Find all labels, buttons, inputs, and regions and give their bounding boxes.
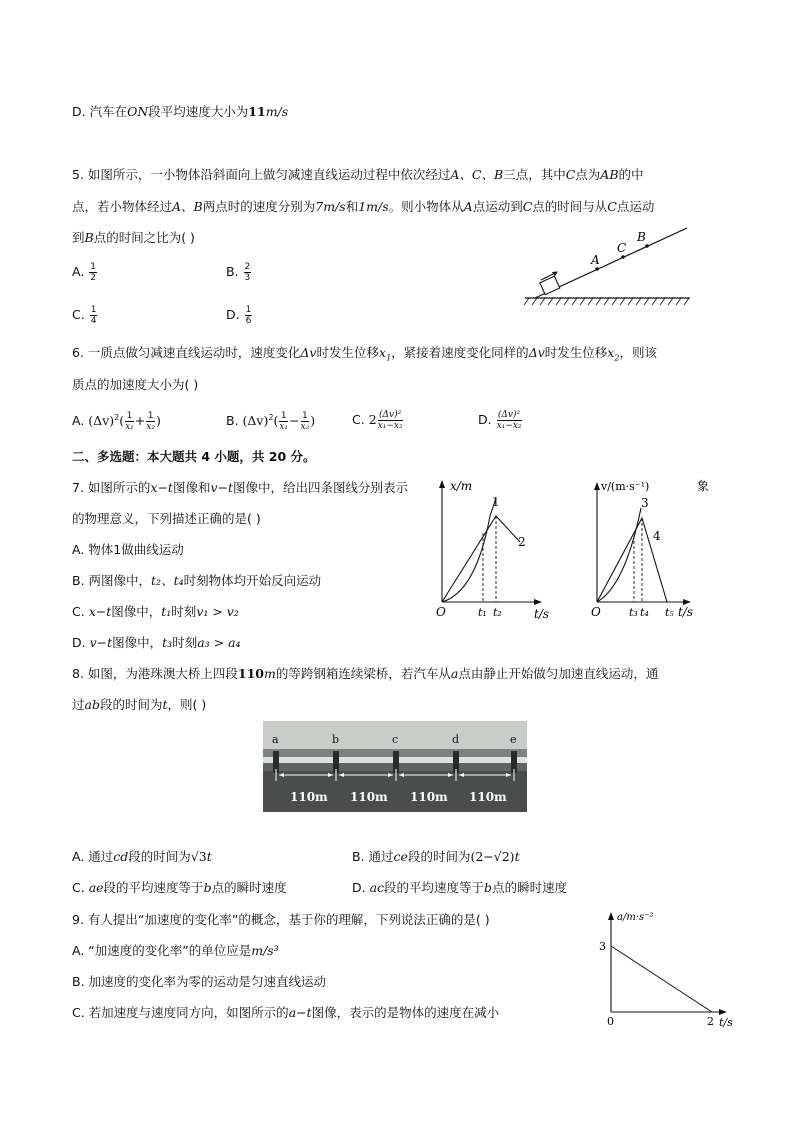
svg-text:t/s: t/s	[719, 1016, 733, 1029]
q9-option-a: A. “加速度的变化率”的单位应是m/s³	[72, 943, 279, 958]
bridge-photo	[263, 721, 527, 812]
q8-stem-line2: 过ab段的时间为t，则( )	[72, 697, 207, 712]
q8-stem-line1: 8. 如图，为港珠澳大桥上四段110m的等跨钢箱连续梁桥，若汽车从a点由静止开始做匀加速直线运动，通	[72, 666, 659, 681]
svg-text:c: c	[392, 733, 399, 746]
svg-text:1: 1	[492, 495, 500, 509]
xt-line-1	[442, 498, 496, 602]
svg-text:C: C	[617, 241, 627, 255]
svg-text:3: 3	[641, 496, 649, 510]
svg-text:2: 2	[707, 1015, 714, 1028]
svg-text:t₁: t₁	[478, 606, 487, 619]
q7-stem-line1: 7. 如图所示的x−t图像和v−t图像中，给出四条图线分别表示	[72, 480, 409, 495]
svg-text:0: 0	[607, 1015, 614, 1028]
q7-option-d: D. v−t图像中，t₃时刻a₃ > a₄	[72, 635, 241, 650]
svg-text:b: b	[332, 733, 340, 746]
svg-text:110m: 110m	[290, 790, 328, 804]
q7-stem-line2: 的物理意义，下列描述正确的是( )	[72, 511, 261, 526]
q9-option-b: B. 加速度的变化率为零的运动是匀速直线运动	[72, 974, 327, 989]
q7-option-c: C. x−t图像中，t₁时刻v₁ > v₂	[72, 604, 239, 619]
svg-text:v/(m·s⁻¹): v/(m·s⁻¹)	[601, 480, 650, 493]
q9-stem: 9. 有人提出“加速度的变化率”的概念，基于你的理解，下列说法正确的是( )	[72, 912, 490, 927]
xt-line-2	[442, 516, 520, 602]
svg-text:O: O	[436, 605, 446, 619]
svg-text:A: A	[591, 253, 600, 267]
q9-option-c: C. 若加速度与速度同方向，如图所示的a−t图像，表示的是物体的速度在减小	[72, 1005, 500, 1020]
svg-text:a: a	[272, 733, 279, 746]
q5-option-c: C. $\frac{1}{4}$	[72, 305, 97, 326]
q6-option-d: D. $\frac{\text{(Δv)²}}{\text{x₁−x₂}}$	[478, 410, 522, 431]
q7-option-b: B. 两图像中，t₂、t₄时刻物体均开始反向运动	[72, 573, 322, 588]
at-line	[611, 946, 712, 1012]
svg-text:d: d	[452, 733, 460, 746]
q8-option-b: B. 通过ce段的时间为(2−√2)t	[352, 849, 520, 864]
q5-stem-line2: 点，若小物体经过A、B两点时的速度分别为7m/s和1m/s。则小物体从A点运动到C点的时间与从C点运动	[72, 199, 655, 214]
svg-text:a/m·s⁻²: a/m·s⁻²	[617, 912, 654, 923]
svg-text:象: 象	[697, 479, 710, 493]
q5-stem-line3: 到B点的时间之比为( )	[72, 230, 195, 245]
svg-text:B: B	[637, 230, 646, 244]
q5-option-b: B. $\frac{2}{3}$	[226, 262, 251, 283]
svg-text:3: 3	[599, 940, 606, 953]
svg-text:e: e	[510, 733, 517, 746]
q7-option-a: A. 物体1做曲线运动	[72, 542, 184, 557]
point-b	[645, 244, 649, 248]
svg-text:4: 4	[653, 529, 661, 543]
q6-stem-line1: 6. 一质点做匀减速直线运动时，速度变化Δv时发生位移$x_1$，紧接着速度变化同样的Δv时发生位移$x_2$，则该	[72, 345, 657, 363]
svg-text:110m: 110m	[410, 790, 448, 804]
q8-option-a: A. 通过cd段的时间为√3t	[72, 849, 212, 864]
q7-vt-graph	[585, 476, 715, 620]
svg-text:t₃: t₃	[629, 606, 638, 619]
svg-text:110m: 110m	[350, 790, 388, 804]
point-a	[595, 267, 599, 271]
q5-stem-line1: 5. 如图所示，一小物体沿斜面向上做匀减速直线运动过程中依次经过A、C、B三点，其中C点为AB的中	[72, 167, 644, 182]
q6-option-b: B. $(\Delta v)^2$( $\frac{1}{\text{x₁}}$ − $\frac{1}{\text{x₂}}$ )	[226, 411, 316, 433]
svg-text:110m: 110m	[469, 790, 507, 804]
point-c	[621, 255, 625, 259]
svg-text:O: O	[591, 605, 601, 619]
section-heading: 二、多选题：本大题共 4 小题，共 20 分。	[72, 449, 316, 464]
q8-option-c: C. ae段的平均速度等于b点的瞬时速度	[72, 880, 287, 895]
q6-stem-line2: 质点的加速度大小为( )	[72, 377, 199, 392]
svg-text:2: 2	[518, 535, 526, 549]
q8-option-d: D. ac段的平均速度等于b点的瞬时速度	[352, 880, 568, 895]
q4-option-d: D. 汽车在ON段平均速度大小为11m/s	[72, 104, 289, 119]
q5-incline-figure	[515, 228, 695, 310]
q6-option-c: C. 2 $\frac{\text{(Δv)²}}{\text{x₁−x₂}}$	[352, 410, 403, 431]
svg-text:t/s: t/s	[678, 605, 694, 619]
q7-xt-graph	[430, 476, 550, 620]
svg-text:x/m: x/m	[450, 479, 473, 493]
svg-text:t₄: t₄	[640, 606, 649, 619]
q9-at-graph	[595, 908, 735, 1028]
q5-option-a: A. $\frac{1}{2}$	[72, 262, 97, 283]
svg-text:t₅: t₅	[665, 606, 674, 619]
svg-text:t/s: t/s	[534, 607, 550, 621]
q6-option-a: A. $(\Delta v)^2$( $\frac{1}{\text{x₁}}$ + $\frac{1}{\text{x₂}}$ )	[72, 411, 161, 433]
q5-option-d: D. $\frac{1}{6}$	[226, 305, 252, 326]
svg-text:t₂: t₂	[493, 606, 502, 619]
